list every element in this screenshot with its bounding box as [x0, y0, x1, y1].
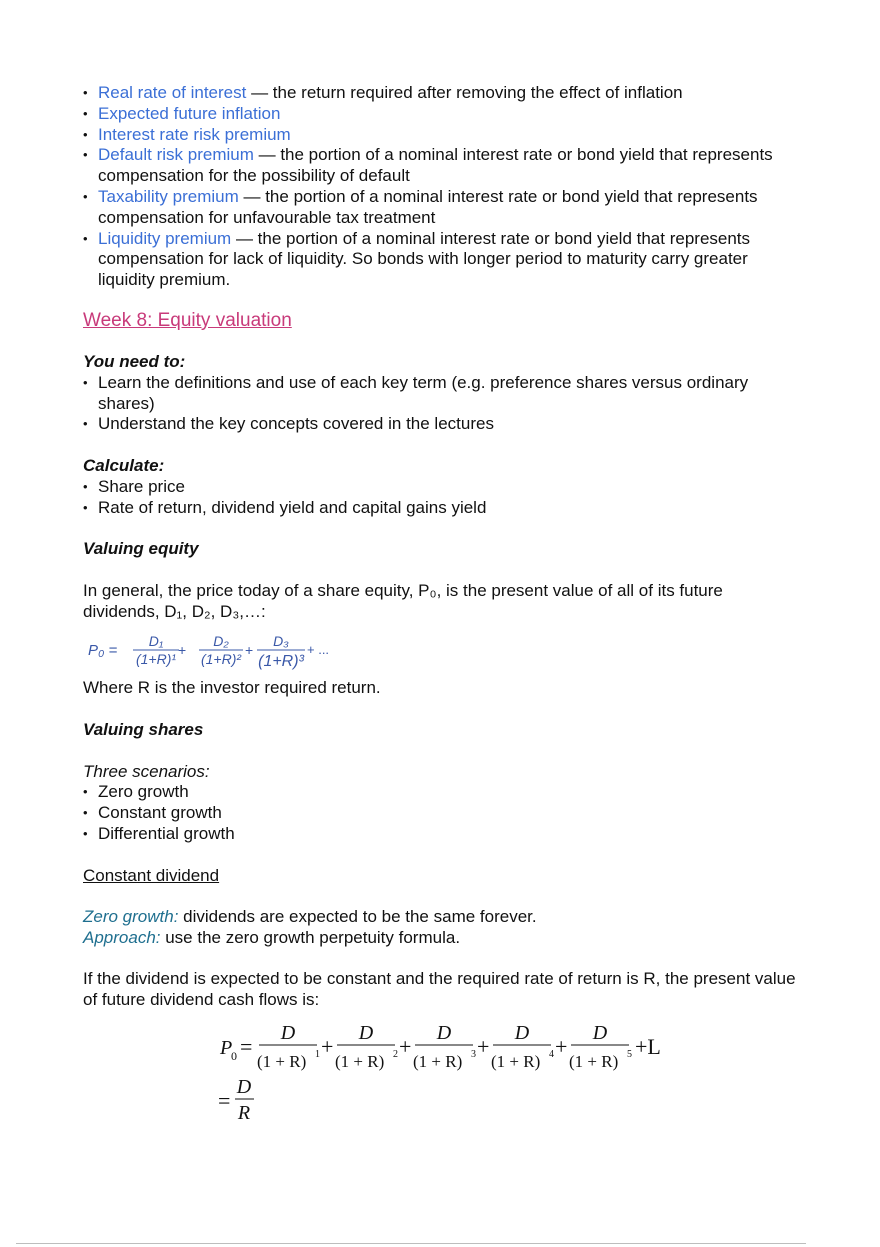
- dividend-pv-formula-svg: [83, 622, 803, 678]
- term-taxability: Taxability premium: [98, 186, 239, 206]
- where-r-text: Where R is the investor required return.: [83, 678, 381, 698]
- formula2-lhs-sub: 0: [231, 1049, 237, 1064]
- approach-label: Approach:: [83, 927, 161, 947]
- formula2-exponent: 1: [315, 1049, 320, 1061]
- scenarios-list: [83, 782, 803, 844]
- list-item: [83, 104, 803, 125]
- term-description: — the return required after removing the effect of inflation: [246, 83, 683, 102]
- term-description: — the portion of a nominal interest rate or bond yield that represents compensation for the possibility of default: [98, 145, 773, 186]
- formula2-result-num: D: [236, 1076, 252, 1099]
- formula2-denominator: (1 + R): [257, 1052, 307, 1072]
- calculate-list: [83, 477, 803, 519]
- term-liquidity: Liquidity premium: [98, 228, 232, 248]
- formula1-num-3: D₃: [273, 633, 289, 650]
- term-real-rate: Real rate of interest: [98, 83, 247, 102]
- list-item: • Learn the definitions and use of each key term (e.g. preference shares versus ordinary shares): [83, 373, 803, 415]
- calculate-title: Calculate:: [83, 455, 165, 475]
- formula2-numerator: D: [514, 1022, 530, 1045]
- formula1-den-2: (1+R)²: [200, 651, 242, 668]
- formula2-eq2: =: [218, 1088, 231, 1114]
- list-item: • Rate of return, dividend yield and capital gains yield: [83, 498, 803, 519]
- formula1-den-3: (1+R)³: [258, 653, 304, 671]
- list-item: [83, 187, 803, 229]
- approach-text: use the zero growth perpetuity formula.: [160, 927, 461, 947]
- formula2-denominator: (1 + R): [569, 1052, 619, 1072]
- formula1-plus: +: [178, 642, 187, 659]
- term-description: — the portion of a nominal interest rate or bond yield that represents compensation for unfavourable tax treatment: [98, 186, 758, 227]
- formula1-tail: + ...: [307, 642, 330, 658]
- formula2-numerator: D: [358, 1022, 374, 1045]
- list-item: • Constant growth: [83, 803, 803, 824]
- page-footer-rule: [16, 1243, 806, 1244]
- list-item: • Zero growth: [83, 782, 803, 803]
- formula1-num-1: D₁: [148, 633, 164, 650]
- list-item: [83, 83, 803, 104]
- zero-growth-label: Zero growth:: [83, 907, 179, 927]
- formula1-plus: +: [245, 642, 254, 659]
- term-interest-rate-risk: Interest rate risk premium: [98, 124, 291, 144]
- week-heading-link[interactable]: Week 8: Equity valuation: [83, 309, 292, 331]
- zero-growth-formula: [83, 1011, 803, 1121]
- formula1-den-1: (1+R)¹: [135, 651, 177, 668]
- valuing-equity-paragraph: In general, the price today of a share equity, P₀, is the present value of all of its future dividends, D₁, D₂, D₃,…:: [83, 580, 723, 621]
- list-item: • Understand the key concepts covered in the lectures: [83, 414, 803, 435]
- list-item: [83, 145, 803, 187]
- constant-dividend-paragraph: If the dividend is expected to be constant and the required rate of return is R, the present value of future dividend cash flows is:: [83, 969, 796, 1010]
- zero-growth-line: [83, 907, 803, 928]
- formula1-lhs: P₀ =: [88, 642, 118, 660]
- term-description: — the portion of a nominal interest rate or bond yield that represents compensation for lack of liquidity. So bonds with longer period to maturity carry greater liquidity premium.: [98, 228, 751, 290]
- scenarios-title: Three scenarios:: [83, 761, 210, 781]
- you-need-to-list: [83, 373, 803, 435]
- formula2-eq: =: [240, 1034, 253, 1060]
- formula2-plus: +: [555, 1034, 568, 1060]
- formula2-denominator: (1 + R): [335, 1052, 385, 1072]
- zero-growth-text: dividends are expected to be the same forever.: [178, 907, 537, 927]
- formula2-tail: +L: [635, 1034, 661, 1060]
- formula2-result-den: R: [237, 1102, 251, 1122]
- zero-growth-formula-svg: [83, 1011, 803, 1121]
- formula1-num-2: D₂: [213, 633, 229, 650]
- term-default-risk: Default risk premium: [98, 145, 254, 165]
- formula2-plus: +: [321, 1034, 334, 1060]
- formula2-numerator: D: [592, 1022, 608, 1045]
- list-item: • Share price: [83, 477, 803, 498]
- interest-components-list: [83, 83, 803, 291]
- constant-dividend-heading: Constant dividend: [83, 865, 220, 885]
- document-page: [83, 83, 803, 1121]
- term-expected-inflation: Expected future inflation: [98, 103, 281, 123]
- formula2-terms: [257, 1022, 632, 1071]
- valuing-equity-title: Valuing equity: [83, 539, 199, 559]
- approach-line: [83, 928, 803, 949]
- you-need-to-title: You need to:: [83, 351, 186, 371]
- formula2-exponent: 3: [471, 1049, 476, 1061]
- formula2-denominator: (1 + R): [413, 1052, 463, 1072]
- formula2-exponent: 2: [393, 1049, 398, 1061]
- formula2-numerator: D: [436, 1022, 452, 1045]
- list-item: • Differential growth: [83, 824, 803, 845]
- list-item: [83, 125, 803, 146]
- formula2-plus: +: [477, 1034, 490, 1060]
- list-item: [83, 229, 803, 291]
- formula2-exponent: 4: [549, 1049, 554, 1061]
- formula2-denominator: (1 + R): [491, 1052, 541, 1072]
- formula2-exponent: 5: [627, 1049, 632, 1061]
- dividend-pv-formula: [83, 622, 803, 678]
- valuing-shares-title: Valuing shares: [83, 719, 204, 739]
- formula2-numerator: D: [280, 1022, 296, 1045]
- formula2-plus: +: [399, 1034, 412, 1060]
- formula2-lhs: P: [220, 1037, 233, 1060]
